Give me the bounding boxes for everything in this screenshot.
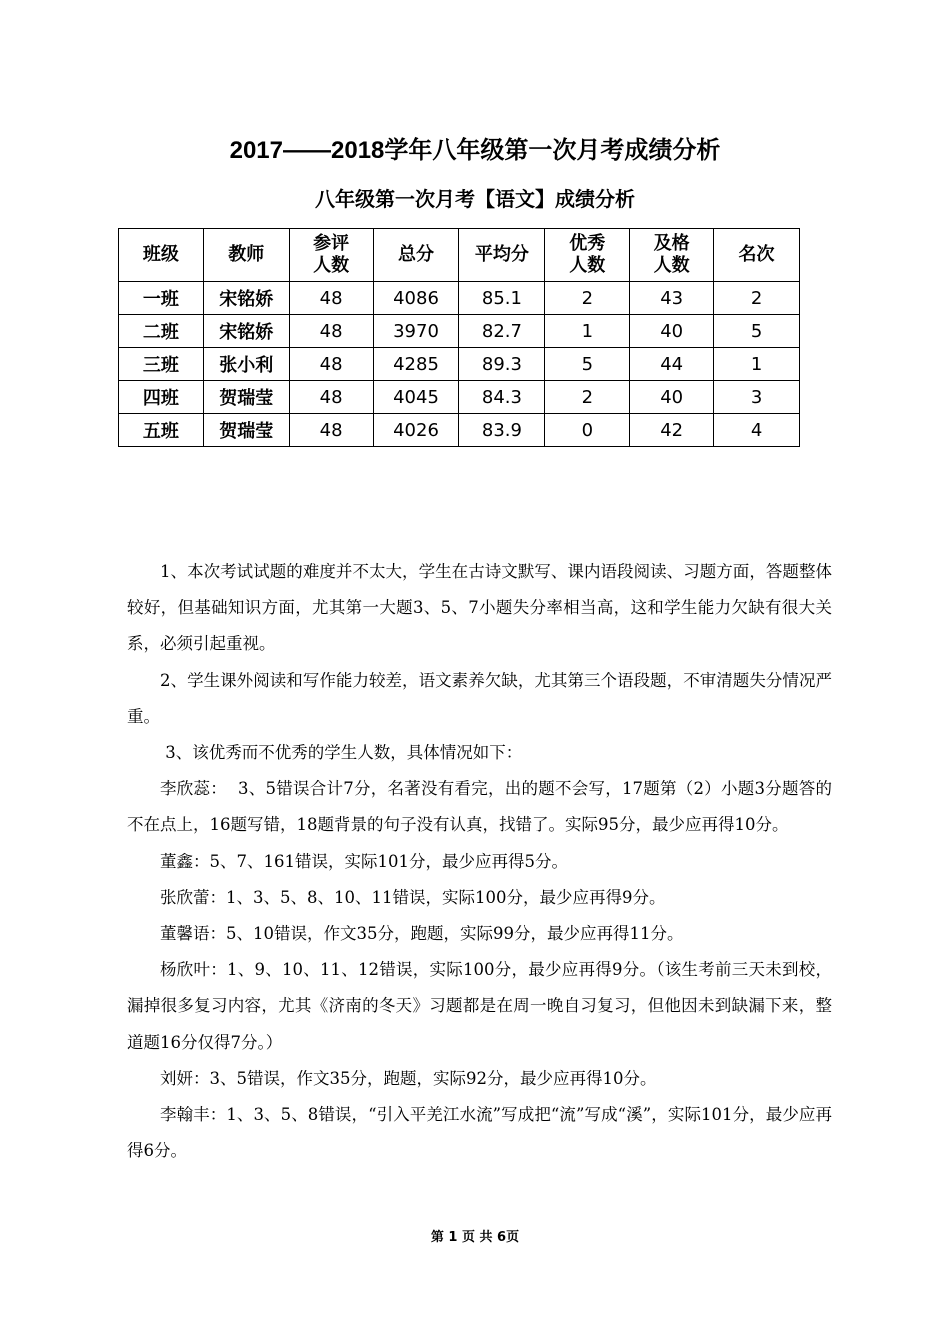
cell-average: 85.1 xyxy=(459,282,545,315)
cell-passing: 42 xyxy=(630,414,714,447)
cell-class: 三班 xyxy=(119,348,204,381)
score-table xyxy=(118,228,800,447)
document-subtitle: 八年级第一次月考【语文】成绩分析 xyxy=(315,189,635,211)
cell-participants: 48 xyxy=(289,381,373,414)
cell-average: 89.3 xyxy=(459,348,545,381)
cell-teacher: 贺瑞莹 xyxy=(203,381,289,414)
cell-total: 3970 xyxy=(373,315,459,348)
cell-class: 五班 xyxy=(119,414,204,447)
cell-average: 84.3 xyxy=(459,381,545,414)
cell-participants: 48 xyxy=(289,414,373,447)
table-row xyxy=(119,381,800,414)
cell-participants: 48 xyxy=(289,282,373,315)
cell-passing: 43 xyxy=(630,282,714,315)
cell-passing: 40 xyxy=(630,381,714,414)
cell-excellent: 5 xyxy=(545,348,630,381)
cell-total: 4045 xyxy=(373,381,459,414)
analysis-text xyxy=(127,554,832,1169)
header-passing: 及格 人数 xyxy=(630,229,714,282)
cell-participants: 48 xyxy=(289,315,373,348)
table-header-row xyxy=(119,229,800,282)
header-participants: 参评 人数 xyxy=(289,229,373,282)
header-excellent: 优秀 人数 xyxy=(545,229,630,282)
cell-passing: 40 xyxy=(630,315,714,348)
cell-average: 82.7 xyxy=(459,315,545,348)
student-note: 李欣蕊： 3、5错误合计7分，名著没有看完，出的题不会写，17题第（2）小题3分题答的不在点上，16题写错，18题背景的句子没有认真，找错了。实际95分，最少应再得10分。 xyxy=(127,779,832,835)
cell-excellent: 1 xyxy=(545,315,630,348)
cell-class: 二班 xyxy=(119,315,204,348)
cell-teacher: 宋铭娇 xyxy=(203,282,289,315)
cell-rank: 4 xyxy=(714,414,800,447)
cell-class: 一班 xyxy=(119,282,204,315)
cell-teacher: 张小利 xyxy=(203,348,289,381)
cell-excellent: 2 xyxy=(545,282,630,315)
page-number: 第 1 页 共 6页 xyxy=(430,1230,520,1245)
table-row xyxy=(119,348,800,381)
student-note: 董馨语：5、10错误，作文35分，跑题，实际99分，最少应再得11分。 xyxy=(160,924,684,944)
cell-participants: 48 xyxy=(289,348,373,381)
cell-passing: 44 xyxy=(630,348,714,381)
table-row xyxy=(119,282,800,315)
cell-excellent: 0 xyxy=(545,414,630,447)
header-rank: 名次 xyxy=(714,229,800,282)
student-note: 张欣蕾：1、3、5、8、10、11错误，实际100分，最少应再得9分。 xyxy=(160,887,666,907)
cell-teacher: 贺瑞莹 xyxy=(203,414,289,447)
cell-average: 83.9 xyxy=(459,414,545,447)
cell-total: 4086 xyxy=(373,282,459,315)
cell-excellent: 2 xyxy=(545,381,630,414)
cell-rank: 2 xyxy=(714,282,800,315)
table-row xyxy=(119,414,800,447)
analysis-paragraph: 1、本次考试试题的难度并不太大，学生在古诗文默写、课内语段阅读、习题方面，答题整体较好，但基础知识方面，尤其第一大题3、5、7小题失分率相当高，这和学生能力欠缺有很大关系，必须引起重视。 xyxy=(127,562,832,654)
cell-rank: 3 xyxy=(714,381,800,414)
cell-rank: 1 xyxy=(714,348,800,381)
cell-rank: 5 xyxy=(714,315,800,348)
cell-total: 4285 xyxy=(373,348,459,381)
header-class: 班级 xyxy=(119,229,204,282)
analysis-paragraph: 2、学生课外阅读和写作能力较差，语文素养欠缺，尤其第三个语段题，不审清题失分情况严重。 xyxy=(127,670,832,726)
student-note: 刘妍：3、5错误，作文35分，跑题，实际92分，最少应再得10分。 xyxy=(160,1068,657,1088)
cell-total: 4026 xyxy=(373,414,459,447)
document-title: 2017——2018学年八年级第一次月考成绩分析 xyxy=(229,137,721,164)
student-note: 李翰丰：1、3、5、8错误，“引入平羌江水流”写成把“流”写成“溪”，实际101分，最少应再得6分。 xyxy=(127,1105,832,1161)
header-teacher: 教师 xyxy=(203,229,289,282)
cell-teacher: 宋铭娇 xyxy=(203,315,289,348)
header-total: 总分 xyxy=(373,229,459,282)
analysis-paragraph: 3、该优秀而不优秀的学生人数，具体情况如下： xyxy=(160,743,523,763)
header-average: 平均分 xyxy=(459,229,545,282)
student-note: 董鑫：5、7、161错误，实际101分，最少应再得5分。 xyxy=(160,851,568,871)
cell-class: 四班 xyxy=(119,381,204,414)
student-note: 杨欣叶：1、9、10、11、12错误，实际100分，最少应再得9分。（该生考前三天未到校，漏掉很多复习内容，尤其《济南的冬天》习题都是在周一晚自习复习，但他因未到缺漏下来，整道题16分仅得7分。） xyxy=(127,960,832,1052)
table-row xyxy=(119,315,800,348)
